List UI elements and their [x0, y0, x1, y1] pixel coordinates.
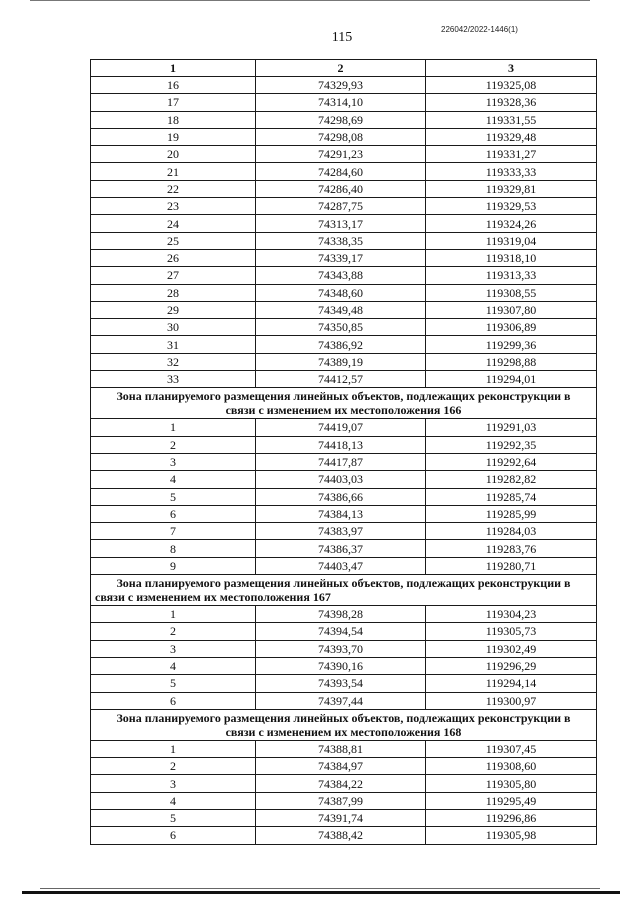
x-coordinate-cell: 74329,93: [256, 77, 426, 94]
point-number-cell: 4: [91, 471, 256, 488]
table-row: [91, 301, 597, 318]
x-coordinate-cell: 74389,19: [256, 353, 426, 370]
y-coordinate-cell: 119331,27: [426, 146, 597, 163]
x-coordinate-cell: 74284,60: [256, 163, 426, 180]
table-row: [91, 249, 597, 266]
table-row: [91, 111, 597, 128]
point-number-cell: 21: [91, 163, 256, 180]
document-id: 226042/2022-1446(1): [441, 25, 518, 34]
x-coordinate-cell: 74348,60: [256, 284, 426, 301]
point-number-cell: 25: [91, 232, 256, 249]
point-number-cell: 4: [91, 792, 256, 809]
y-coordinate-cell: 119306,89: [426, 319, 597, 336]
zone-title-row: [91, 575, 597, 606]
x-coordinate-cell: 74350,85: [256, 319, 426, 336]
x-coordinate-cell: 74417,87: [256, 453, 426, 470]
y-coordinate-cell: 119324,26: [426, 215, 597, 232]
table-row: [91, 488, 597, 505]
table-row: [91, 740, 597, 757]
table-row: [91, 353, 597, 370]
y-coordinate-cell: 119292,35: [426, 436, 597, 453]
x-coordinate-cell: 74338,35: [256, 232, 426, 249]
y-coordinate-cell: 119296,86: [426, 809, 597, 826]
x-coordinate-cell: 74386,92: [256, 336, 426, 353]
point-number-cell: 24: [91, 215, 256, 232]
y-coordinate-cell: 119294,14: [426, 675, 597, 692]
x-coordinate-cell: 74387,99: [256, 792, 426, 809]
table-row: [91, 471, 597, 488]
table-row: [91, 163, 597, 180]
y-coordinate-cell: 119329,53: [426, 198, 597, 215]
point-number-cell: 3: [91, 453, 256, 470]
y-coordinate-cell: 119302,49: [426, 640, 597, 657]
zone-title-row: [91, 388, 597, 419]
scan-edge-line: [22, 891, 620, 894]
x-coordinate-cell: 74388,42: [256, 827, 426, 844]
column-header-point-number: 1: [91, 60, 256, 77]
x-coordinate-cell: 74383,97: [256, 523, 426, 540]
table-row: [91, 692, 597, 709]
y-coordinate-cell: 119280,71: [426, 557, 597, 574]
scan-edge-line: [40, 888, 600, 889]
x-coordinate-cell: 74291,23: [256, 146, 426, 163]
point-number-cell: 33: [91, 371, 256, 388]
table-row: [91, 419, 597, 436]
point-number-cell: 3: [91, 775, 256, 792]
x-coordinate-cell: 74386,66: [256, 488, 426, 505]
zone-title: [91, 388, 597, 419]
table-row: [91, 623, 597, 640]
x-coordinate-cell: 74286,40: [256, 180, 426, 197]
y-coordinate-cell: 119308,55: [426, 284, 597, 301]
table-row: [91, 371, 597, 388]
x-coordinate-cell: 74298,69: [256, 111, 426, 128]
zone-title-line: связи с изменением их местоположения 167: [95, 590, 331, 605]
point-number-cell: 6: [91, 692, 256, 709]
coordinates-table: [90, 59, 597, 845]
table-row: [91, 198, 597, 215]
y-coordinate-cell: 119313,33: [426, 267, 597, 284]
point-number-cell: 26: [91, 249, 256, 266]
x-coordinate-cell: 74313,17: [256, 215, 426, 232]
x-coordinate-cell: 74386,37: [256, 540, 426, 557]
x-coordinate-cell: 74388,81: [256, 740, 426, 757]
x-coordinate-cell: 74390,16: [256, 657, 426, 674]
point-number-cell: 17: [91, 94, 256, 111]
x-coordinate-cell: 74397,44: [256, 692, 426, 709]
y-coordinate-cell: 119305,98: [426, 827, 597, 844]
point-number-cell: 6: [91, 505, 256, 522]
y-coordinate-cell: 119282,82: [426, 471, 597, 488]
point-number-cell: 2: [91, 436, 256, 453]
table-row: [91, 792, 597, 809]
point-number-cell: 5: [91, 809, 256, 826]
x-coordinate-cell: 74339,17: [256, 249, 426, 266]
x-coordinate-cell: 74287,75: [256, 198, 426, 215]
zone-title-line: связи с изменением их местоположения 168: [225, 724, 462, 739]
point-number-cell: 1: [91, 606, 256, 623]
y-coordinate-cell: 119283,76: [426, 540, 597, 557]
table-row: [91, 505, 597, 522]
point-number-cell: 30: [91, 319, 256, 336]
table-row: [91, 146, 597, 163]
point-number-cell: 2: [91, 758, 256, 775]
page-number: 115: [331, 30, 353, 45]
point-number-cell: 3: [91, 640, 256, 657]
zone-title: [91, 575, 597, 606]
x-coordinate-cell: 74314,10: [256, 94, 426, 111]
column-header-y: 3: [426, 60, 597, 77]
point-number-cell: 31: [91, 336, 256, 353]
scan-edge-line: [30, 0, 590, 1]
x-coordinate-cell: 74403,03: [256, 471, 426, 488]
point-number-cell: 6: [91, 827, 256, 844]
table-row: [91, 775, 597, 792]
y-coordinate-cell: 119319,04: [426, 232, 597, 249]
y-coordinate-cell: 119300,97: [426, 692, 597, 709]
y-coordinate-cell: 119328,36: [426, 94, 597, 111]
table-header: [91, 60, 597, 77]
table-row: [91, 606, 597, 623]
point-number-cell: 5: [91, 675, 256, 692]
y-coordinate-cell: 119305,73: [426, 623, 597, 640]
y-coordinate-cell: 119307,80: [426, 301, 597, 318]
table-row: [91, 232, 597, 249]
x-coordinate-cell: 74384,13: [256, 505, 426, 522]
y-coordinate-cell: 119329,81: [426, 180, 597, 197]
table-row: [91, 523, 597, 540]
point-number-cell: 32: [91, 353, 256, 370]
y-coordinate-cell: 119284,03: [426, 523, 597, 540]
table-row: [91, 128, 597, 145]
zone-title-row: [91, 709, 597, 740]
table-row: [91, 540, 597, 557]
zone-title-line: Зона планируемого размещения линейных объектов, подлежащих реконструкции в: [116, 389, 571, 404]
y-coordinate-cell: 119291,03: [426, 419, 597, 436]
zone-title-line: Зона планируемого размещения линейных объектов, подлежащих реконструкции в: [116, 576, 571, 591]
y-coordinate-cell: 119331,55: [426, 111, 597, 128]
table-row: [91, 319, 597, 336]
table-row: [91, 809, 597, 826]
y-coordinate-cell: 119285,99: [426, 505, 597, 522]
y-coordinate-cell: 119292,64: [426, 453, 597, 470]
point-number-cell: 19: [91, 128, 256, 145]
point-number-cell: 2: [91, 623, 256, 640]
y-coordinate-cell: 119308,60: [426, 758, 597, 775]
point-number-cell: 23: [91, 198, 256, 215]
x-coordinate-cell: 74418,13: [256, 436, 426, 453]
table-header-row: [91, 60, 597, 77]
point-number-cell: 16: [91, 77, 256, 94]
point-number-cell: 5: [91, 488, 256, 505]
point-number-cell: 20: [91, 146, 256, 163]
y-coordinate-cell: 119325,08: [426, 77, 597, 94]
y-coordinate-cell: 119305,80: [426, 775, 597, 792]
x-coordinate-cell: 74384,97: [256, 758, 426, 775]
point-number-cell: 4: [91, 657, 256, 674]
y-coordinate-cell: 119295,49: [426, 792, 597, 809]
zone-title: [91, 709, 597, 740]
point-number-cell: 22: [91, 180, 256, 197]
point-number-cell: 1: [91, 740, 256, 757]
table-row: [91, 675, 597, 692]
table-body: [91, 77, 597, 845]
point-number-cell: 8: [91, 540, 256, 557]
table-row: [91, 657, 597, 674]
y-coordinate-cell: 119329,48: [426, 128, 597, 145]
x-coordinate-cell: 74419,07: [256, 419, 426, 436]
x-coordinate-cell: 74343,88: [256, 267, 426, 284]
x-coordinate-cell: 74412,57: [256, 371, 426, 388]
table-row: [91, 436, 597, 453]
column-header-x: 2: [256, 60, 426, 77]
point-number-cell: 1: [91, 419, 256, 436]
y-coordinate-cell: 119333,33: [426, 163, 597, 180]
x-coordinate-cell: 74391,74: [256, 809, 426, 826]
table-row: [91, 827, 597, 844]
y-coordinate-cell: 119304,23: [426, 606, 597, 623]
table-row: [91, 94, 597, 111]
y-coordinate-cell: 119296,29: [426, 657, 597, 674]
y-coordinate-cell: 119285,74: [426, 488, 597, 505]
point-number-cell: 9: [91, 557, 256, 574]
point-number-cell: 7: [91, 523, 256, 540]
x-coordinate-cell: 74393,70: [256, 640, 426, 657]
y-coordinate-cell: 119307,45: [426, 740, 597, 757]
table-row: [91, 267, 597, 284]
x-coordinate-cell: 74298,08: [256, 128, 426, 145]
table-row: [91, 453, 597, 470]
point-number-cell: 29: [91, 301, 256, 318]
table-row: [91, 284, 597, 301]
table-row: [91, 336, 597, 353]
x-coordinate-cell: 74394,54: [256, 623, 426, 640]
x-coordinate-cell: 74403,47: [256, 557, 426, 574]
y-coordinate-cell: 119299,36: [426, 336, 597, 353]
point-number-cell: 28: [91, 284, 256, 301]
table-row: [91, 557, 597, 574]
table-row: [91, 215, 597, 232]
table-row: [91, 640, 597, 657]
point-number-cell: 27: [91, 267, 256, 284]
y-coordinate-cell: 119298,88: [426, 353, 597, 370]
x-coordinate-cell: 74384,22: [256, 775, 426, 792]
x-coordinate-cell: 74393,54: [256, 675, 426, 692]
y-coordinate-cell: 119294,01: [426, 371, 597, 388]
x-coordinate-cell: 74398,28: [256, 606, 426, 623]
x-coordinate-cell: 74349,48: [256, 301, 426, 318]
table-row: [91, 758, 597, 775]
table-row: [91, 180, 597, 197]
table-row: [91, 77, 597, 94]
y-coordinate-cell: 119318,10: [426, 249, 597, 266]
zone-title-line: Зона планируемого размещения линейных объектов, подлежащих реконструкции в: [116, 710, 571, 725]
zone-title-line: связи с изменением их местоположения 166: [225, 403, 462, 418]
point-number-cell: 18: [91, 111, 256, 128]
